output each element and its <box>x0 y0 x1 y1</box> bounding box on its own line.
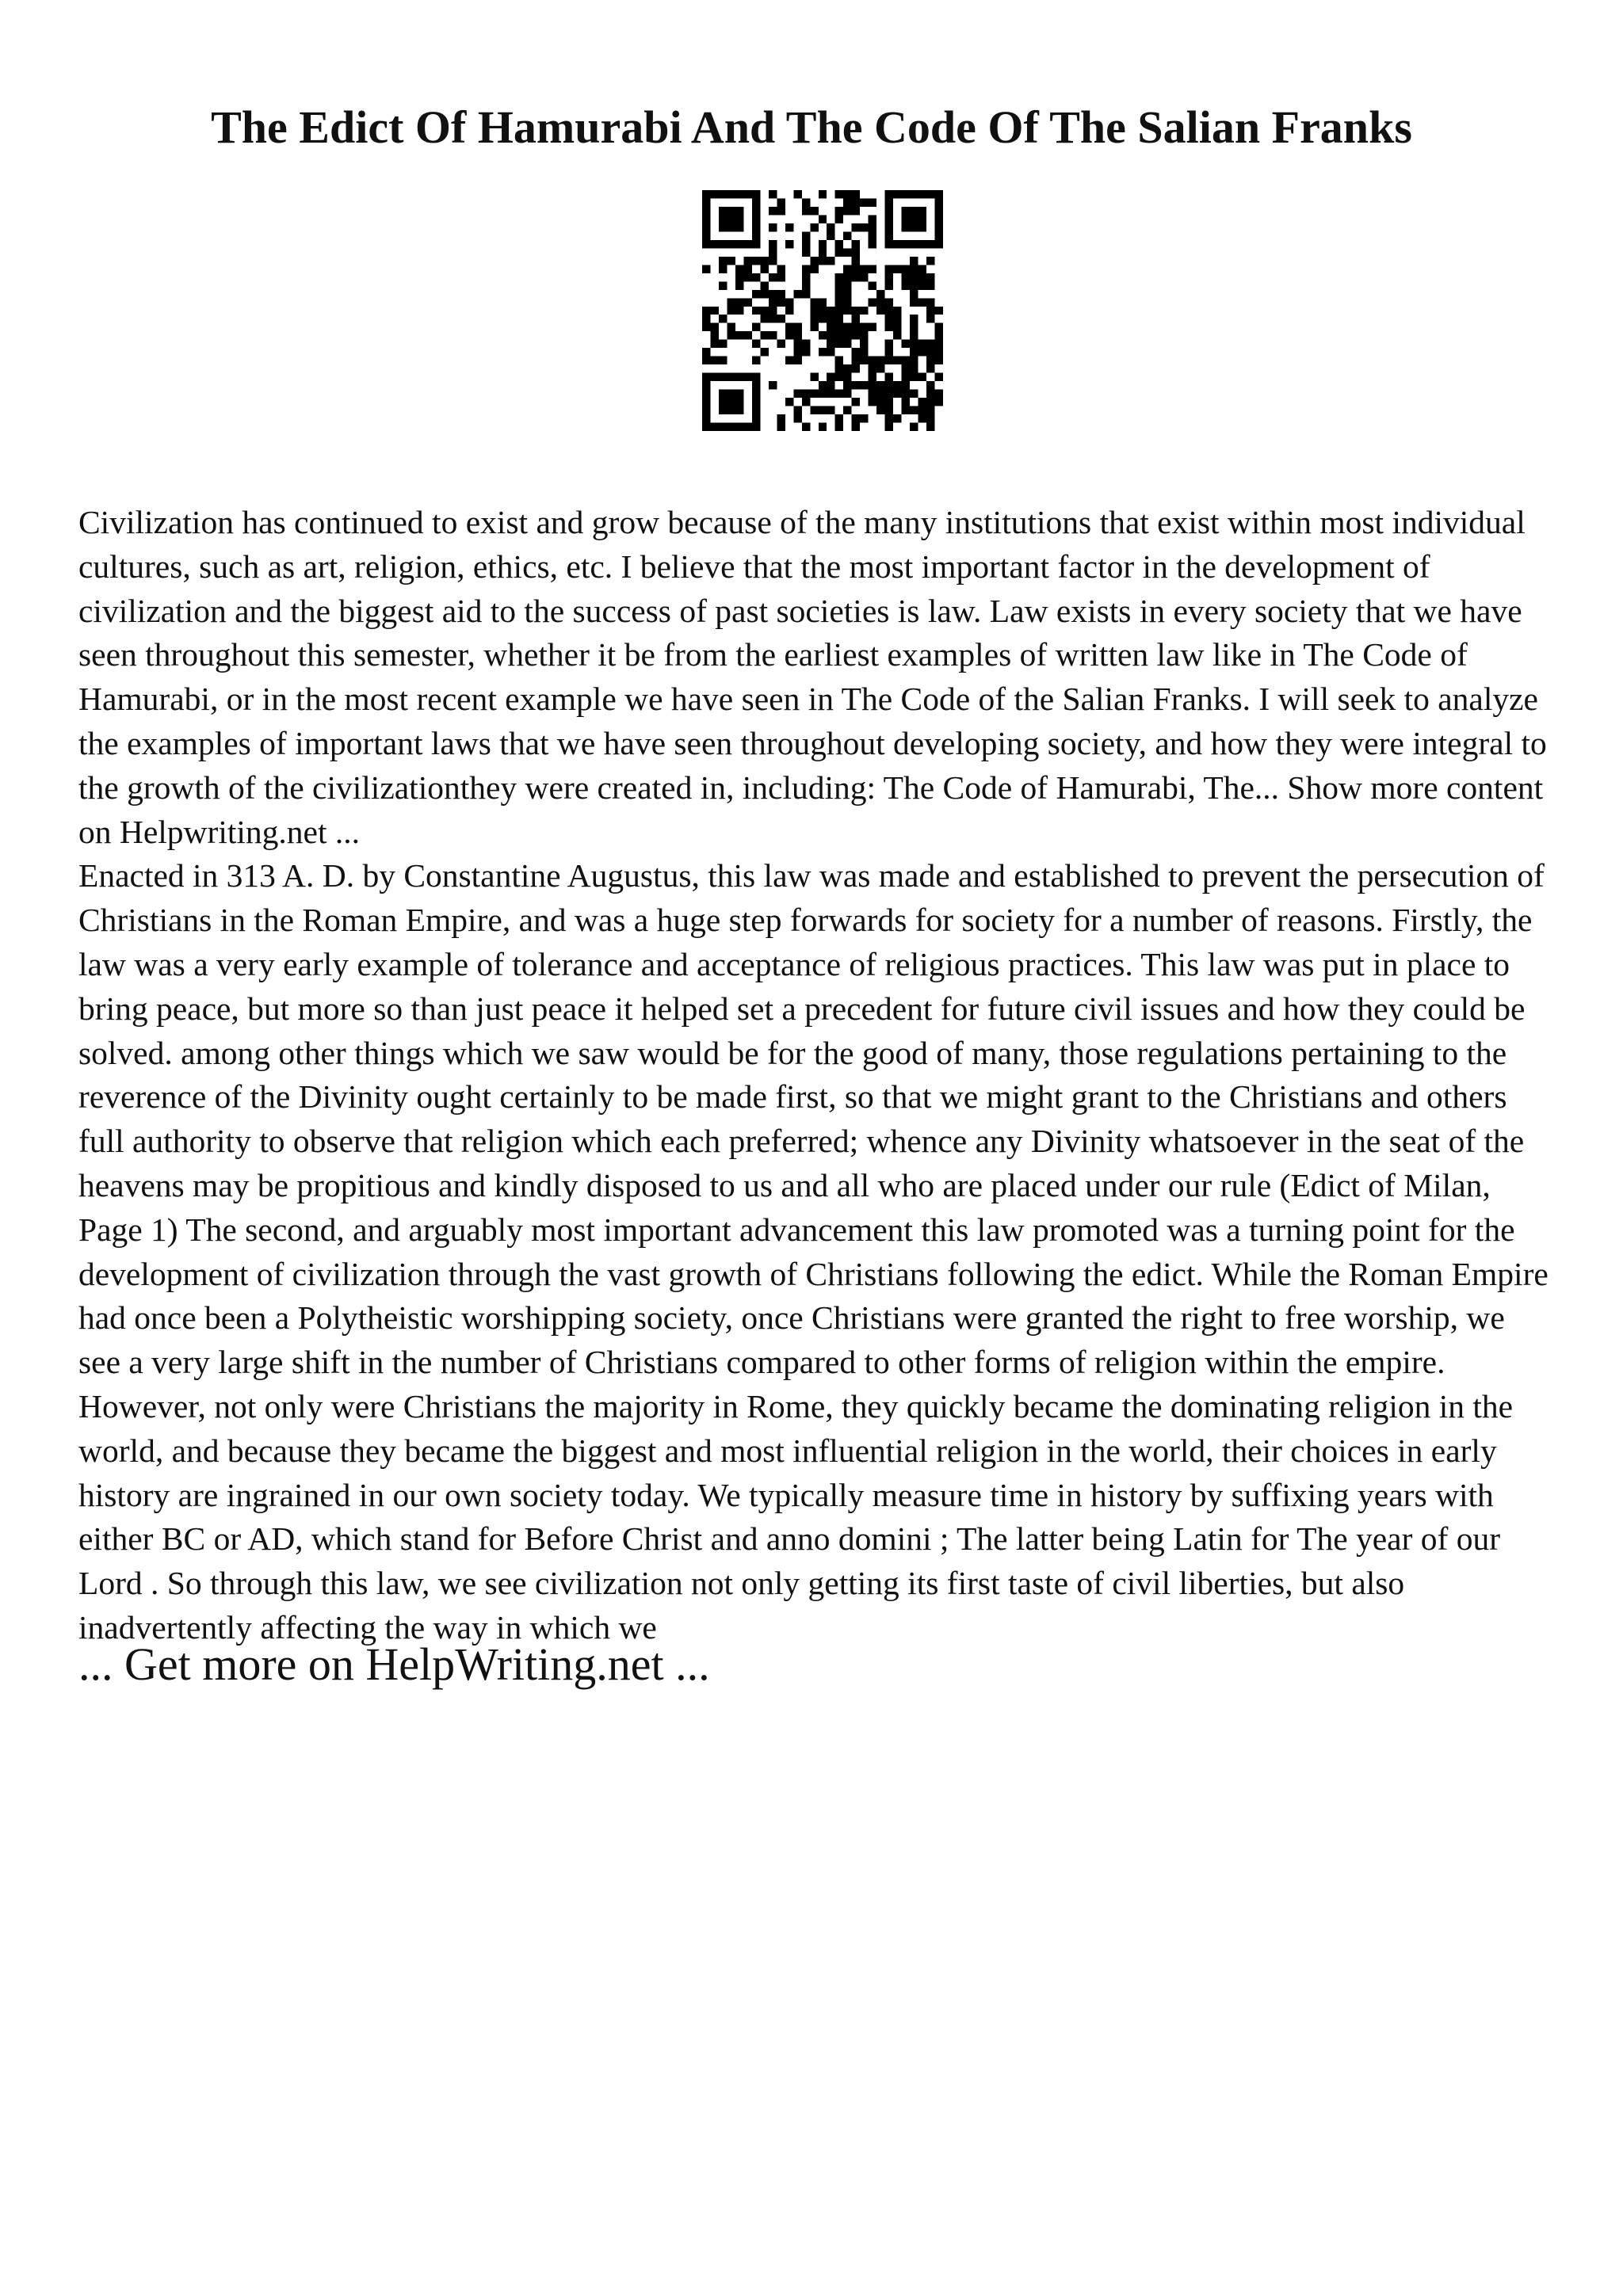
page-title: The Edict Of Hamurabi And The Code Of The Salian Franks <box>211 101 1412 153</box>
qr-code-icon[interactable] <box>702 190 943 431</box>
get-more-link[interactable]: ... Get more on HelpWriting.net ... <box>78 1638 710 1690</box>
article-body <box>78 501 1552 1650</box>
paragraph-edict-of-milan: Enacted in 313 A. D. by Constantine Augustus, this law was made and established to prevent the persecution of Christians in the Roman Empire, and was a huge step forwards for society for a number of reasons. Firstly, the law was a very early example of tolerance and acceptance of religious practices. This law was put in place to bring peace, but more so than just peace it helped set a precedent for future civil issues and how they could be solved. among other things which we saw would be for the good of many, those regulations pertaining to the reverence of the Divinity ought certainly to be made first, so that we might grant to the Christians and others full authority to observe that religion which each preferred; whence any Divinity whatsoever in the seat of the heavens may be propitious and kindly disposed to us and all who are placed under our rule (Edict of Milan, Page 1) The second, and arguably most important advancement this law promoted was a turning point for the development of civilization through the vast growth of Christians following the edict. While the Roman Empire had once been a Polytheistic worshipping society, once Christians were granted the right to free worship, we see a very large shift in the number of Christians compared to other forms of religion within the empire. However, not only were Christians the majority in Rome, they quickly became the dominating religion in the world, and because they became the biggest and most influential religion in the world, their choices in early history are ingrained in our own society today. We typically measure time in history by suffixing years with either BC or AD, which stand for Before Christ and anno domini ; The latter being Latin for The year of our Lord . So through this law, we see civilization not only getting its first taste of civil liberties, but also inadvertently affecting the way in which we <box>78 857 1549 1646</box>
paragraph-intro: Civilization has continued to exist and grow because of the many institutions that exist within most individual cultures, such as art, religion, ethics, etc. I believe that the most important factor in the development of civilization and the biggest aid to the success of past societies is law. Law exists in every society that we have seen throughout this semester, whether it be from the earliest examples of written law like in The Code of Hamurabi, or in the most recent example we have seen in The Code of the Salian Franks. I will seek to analyze the examples of important laws that we have seen throughout developing society, and how they were integral to the growth of the civilizationthey were created in, including: The Code of Hamurabi, The... Show more content on Helpwriting.net ... <box>78 504 1547 850</box>
